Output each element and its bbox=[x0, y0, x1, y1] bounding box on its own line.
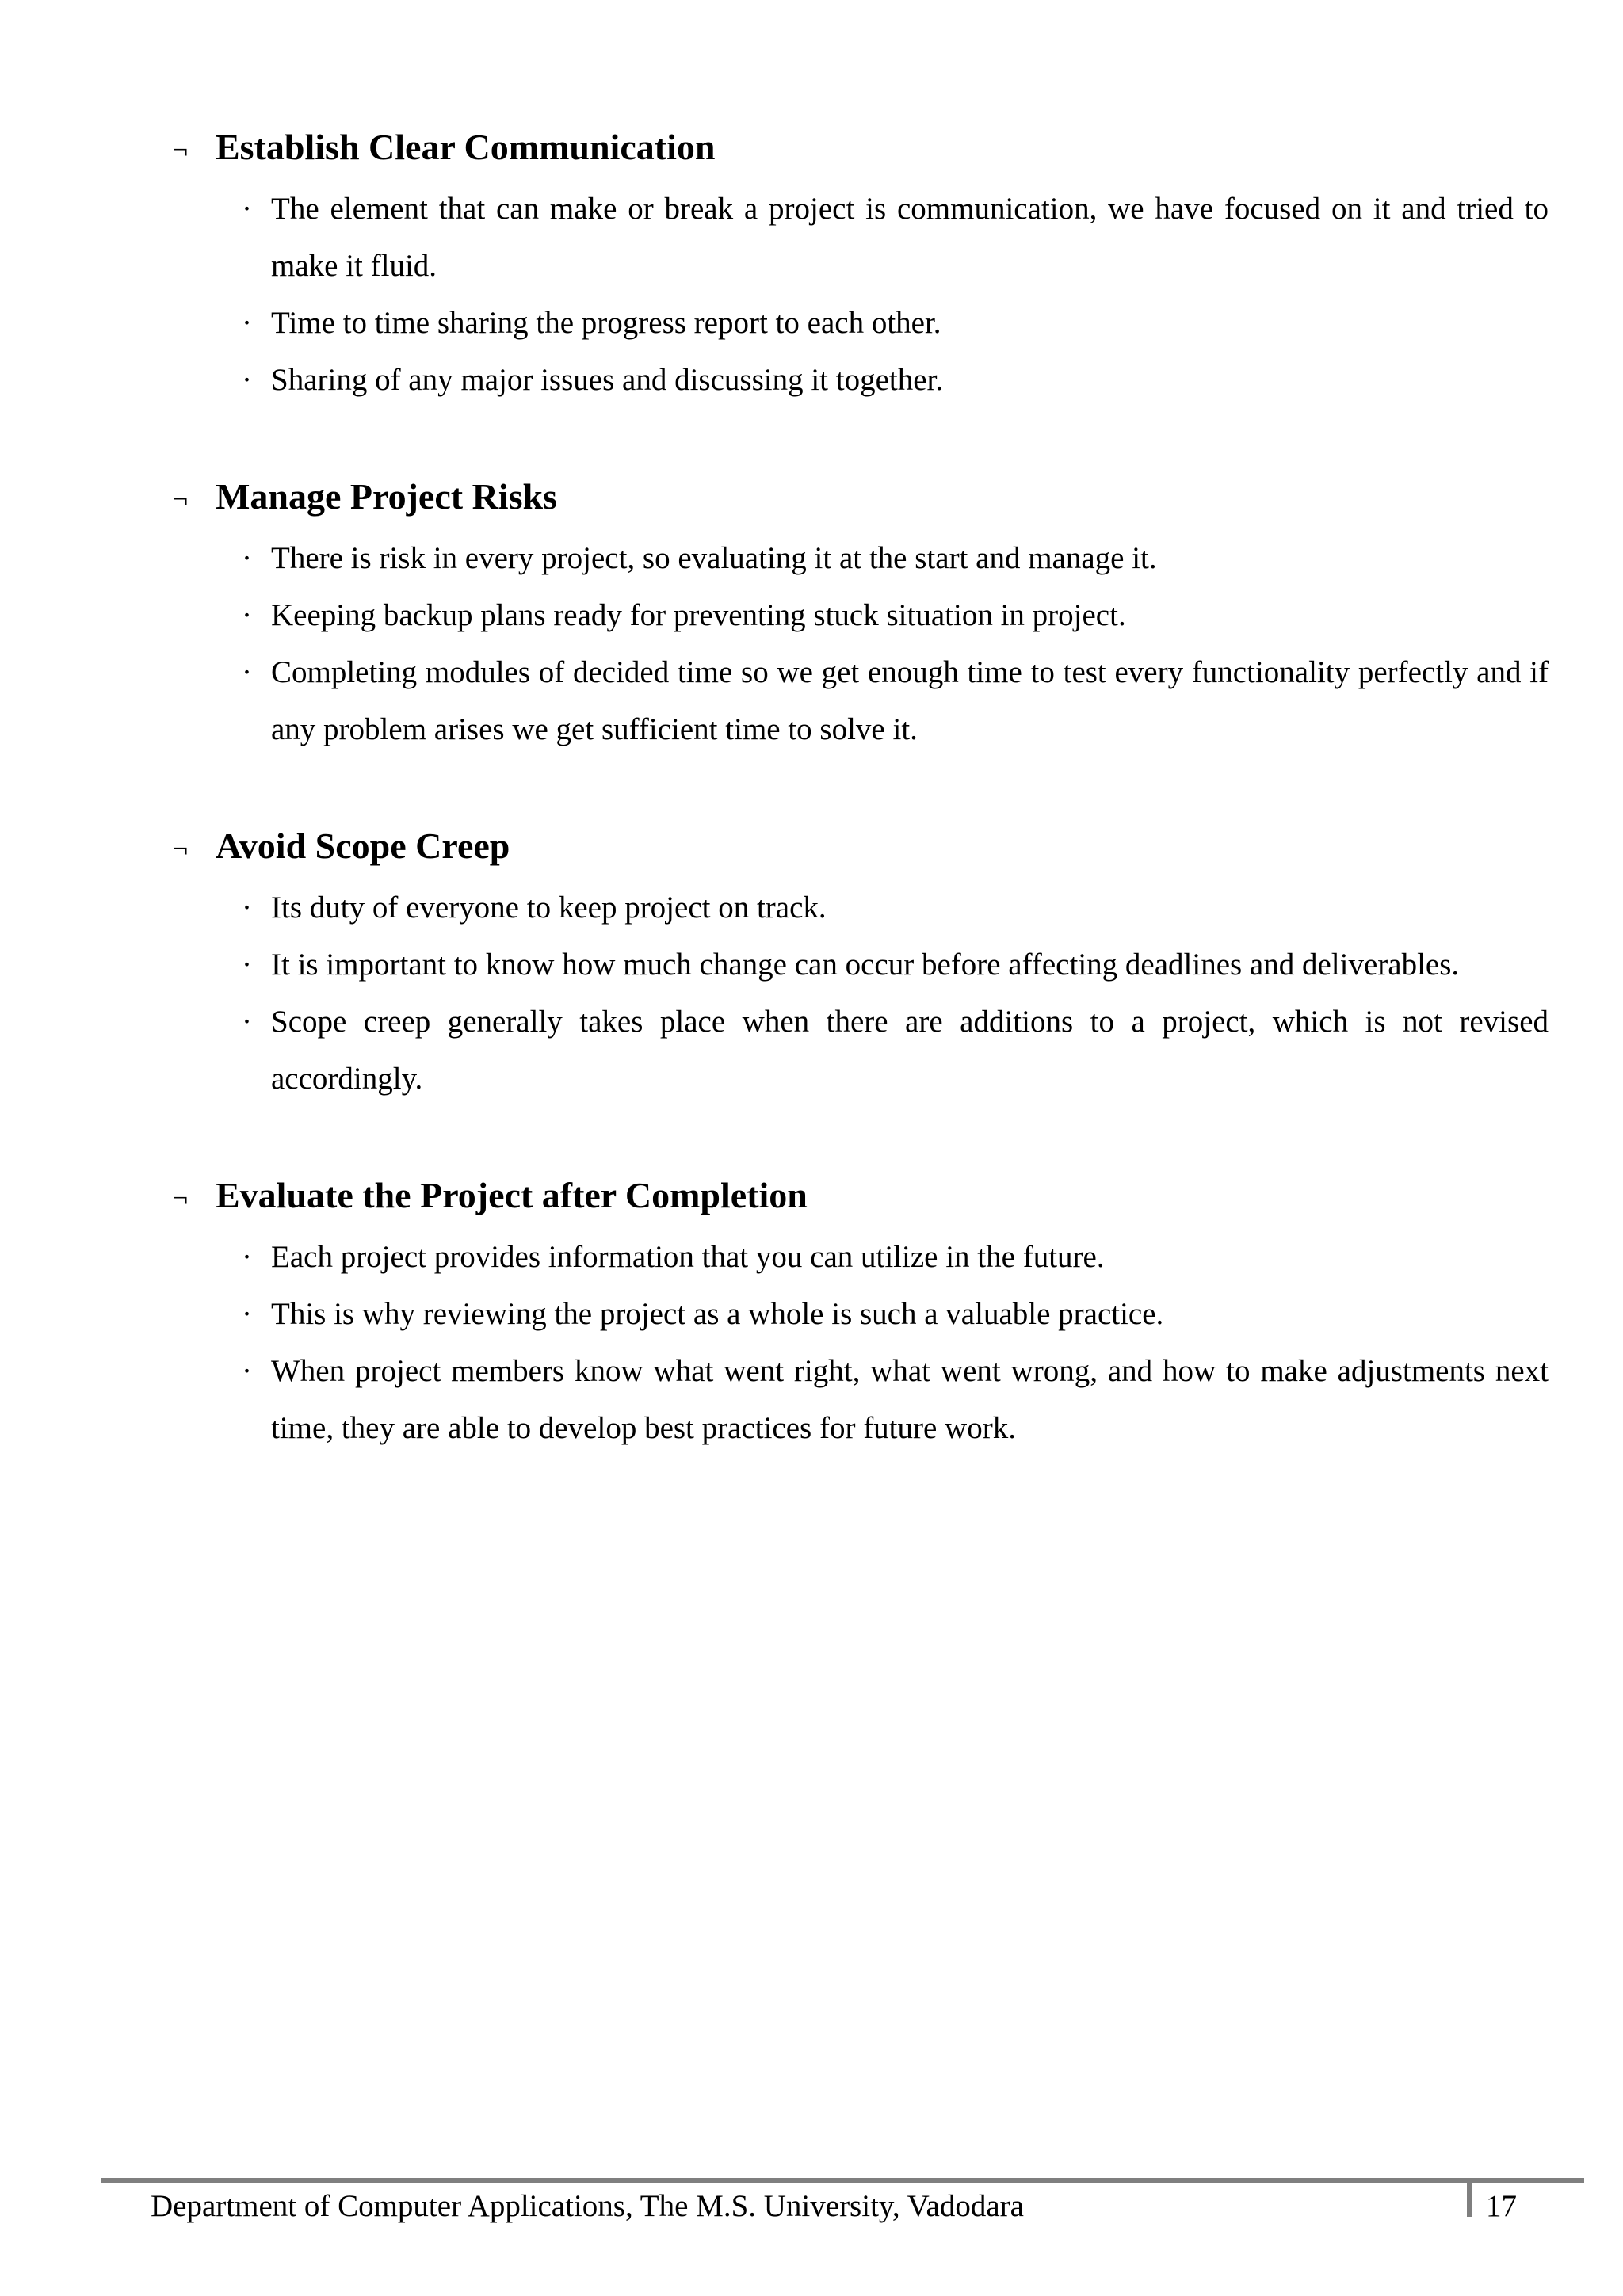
bullet-icon: · bbox=[242, 306, 252, 340]
list-item-text: Scope creep generally takes place when there are additions to a project, which is not revised accordingly. bbox=[271, 1005, 1549, 1096]
heading-marker-icon: ¬ bbox=[173, 485, 189, 514]
bullet-icon: · bbox=[242, 541, 252, 575]
bullet-icon: · bbox=[242, 948, 252, 982]
bullet-list bbox=[0, 530, 1623, 758]
footer-department: Department of Computer Applications, The M.S. University, Vadodara bbox=[151, 2189, 1024, 2223]
page-number: 17 bbox=[1486, 2189, 1517, 2223]
bullet-icon: · bbox=[242, 1297, 252, 1331]
bullet-icon: · bbox=[242, 655, 252, 689]
bullet-list bbox=[0, 181, 1623, 409]
list-item bbox=[0, 994, 1549, 1108]
list-item bbox=[0, 644, 1549, 758]
bullet-icon: · bbox=[242, 1005, 252, 1039]
bullet-icon: · bbox=[242, 192, 252, 226]
footer-rule bbox=[101, 2178, 1584, 2183]
list-item-text: Keeping backup plans ready for preventing stuck situation in project. bbox=[271, 598, 1126, 632]
list-item bbox=[0, 879, 1549, 936]
list-item bbox=[0, 1286, 1549, 1343]
list-item-text: The element that can make or break a project is communication, we have focused on it and tried to make it fluid. bbox=[271, 192, 1549, 283]
bullet-icon: · bbox=[242, 598, 252, 632]
section-title: Avoid Scope Creep bbox=[216, 826, 510, 866]
list-item bbox=[0, 530, 1549, 587]
heading-marker-icon: ¬ bbox=[173, 834, 189, 864]
list-item bbox=[0, 1343, 1549, 1457]
section-title: Evaluate the Project after Completion bbox=[216, 1175, 808, 1215]
bullet-list bbox=[0, 879, 1623, 1108]
list-item bbox=[0, 181, 1549, 295]
list-item bbox=[0, 295, 1549, 352]
section-title: Establish Clear Communication bbox=[216, 127, 716, 167]
heading-marker-icon: ¬ bbox=[173, 1184, 189, 1213]
heading-marker-icon: ¬ bbox=[173, 135, 189, 165]
list-item-text: When project members know what went right, what went wrong, and how to make adjustments next time, they are able to develop best practices for future work. bbox=[271, 1354, 1549, 1445]
list-item-text: Its duty of everyone to keep project on track. bbox=[271, 891, 827, 925]
bullet-icon: · bbox=[242, 1354, 252, 1388]
list-item-text: Sharing of any major issues and discussing it together. bbox=[271, 363, 944, 397]
list-item bbox=[0, 1229, 1549, 1286]
bullet-icon: · bbox=[242, 891, 252, 925]
list-item-text: There is risk in every project, so evaluating it at the start and manage it. bbox=[271, 541, 1157, 575]
list-item-text: Time to time sharing the progress report to each other. bbox=[271, 306, 941, 340]
list-item bbox=[0, 352, 1549, 409]
list-item-text: It is important to know how much change can occur before affecting deadlines and deliverables. bbox=[271, 948, 1460, 982]
footer-divider bbox=[1467, 2180, 1472, 2217]
bullet-icon: · bbox=[242, 1240, 252, 1274]
bullet-icon: · bbox=[242, 363, 252, 397]
list-item-text: This is why reviewing the project as a whole is such a valuable practice. bbox=[271, 1297, 1164, 1331]
list-item-text: Each project provides information that you can utilize in the future. bbox=[271, 1240, 1105, 1274]
list-item bbox=[0, 936, 1549, 994]
bullet-list bbox=[0, 1229, 1623, 1457]
section-title: Manage Project Risks bbox=[216, 476, 557, 517]
list-item-text: Completing modules of decided time so we get enough time to test every functionality perfectly and if any problem arises we get sufficient time to solve it. bbox=[271, 655, 1549, 746]
page-footer bbox=[0, 2171, 1623, 2234]
list-item bbox=[0, 587, 1549, 644]
